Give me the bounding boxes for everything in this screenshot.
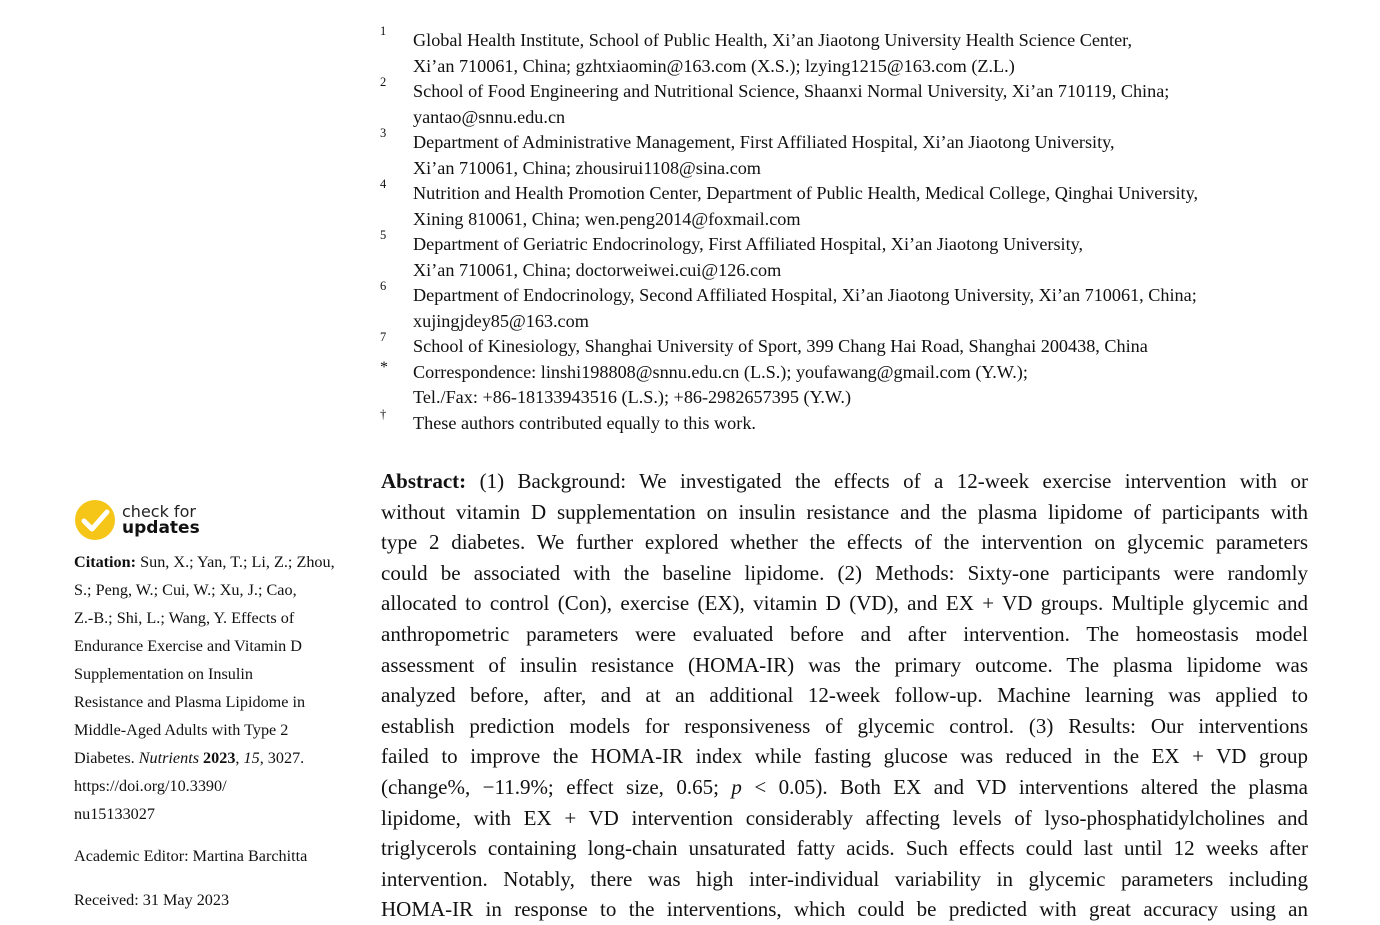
citation-line: Z.-B.; Shi, L.; Wang, Y. Effects of [74, 609, 295, 627]
check-for-updates-badge[interactable] [74, 498, 364, 542]
dagger-marker: † [380, 406, 387, 421]
affiliation-line: Department of Administrative Management, First Affiliated Hospital, Xi’an Jiaotong University, [413, 132, 1115, 152]
affiliation-line: Department of Geriatric Endocrinology, First Affiliated Hospital, Xi’an Jiaotong University, [413, 234, 1084, 254]
abstract-text: (change%, −11.9%; effect size, 0.65; [381, 774, 719, 799]
doi-link[interactable]: https://doi.org/10.3390/ [74, 777, 227, 795]
affiliation-3 [380, 126, 1320, 181]
affiliation-marker: 3 [380, 126, 387, 140]
affiliation-5 [380, 228, 1320, 283]
correspondence-line: Correspondence: linshi198808@snnu.edu.cn (L.S.); youfawang@gmail.com (Y.W.); [413, 361, 1028, 382]
abstract-text: < 0.05). Both EX and VD interventions altered the plasma [754, 774, 1309, 799]
abstract-line: intervention. Notably, there was high inter-individual variability in glycemic parameters including [381, 866, 1308, 891]
abstract-line: allocated to control (Con), exercise (EX), vitamin D (VD), and EX + VD groups. Multiple glycemic and [381, 591, 1308, 616]
affiliation-line: yantao@snnu.edu.cn [413, 106, 566, 127]
affiliation-line: Global Health Institute, School of Public Health, Xi’an Jiaotong University Health Science Center, [413, 30, 1133, 50]
badge-line-2: updates [122, 518, 200, 538]
citation-pages: , 3027. [259, 749, 305, 767]
affiliation-line: Xi’an 710061, China; zhousirui1108@sina.com [413, 157, 761, 178]
affiliations-list [380, 24, 1320, 436]
affiliation-marker: 6 [380, 279, 387, 293]
abstract-line: assessment of insulin resistance (HOMA-IR) was the primary outcome. The plasma lipidome was [381, 652, 1308, 677]
affiliation-marker: 1 [380, 24, 387, 38]
affiliation-7 [380, 330, 1320, 360]
received-value: 31 May 2023 [142, 891, 230, 909]
abstract-line: analyzed before, after, and at an additional 12-week follow-up. Machine learning was applied to [381, 683, 1308, 708]
check-badge-icon [74, 499, 116, 541]
citation-text: Diabetes. [74, 749, 135, 767]
citation-line: Resistance and Plasma Lipidome in [74, 693, 306, 711]
citation-block [74, 548, 364, 828]
abstract-line: type 2 diabetes. We further explored whether the effects of the intervention on glycemic parameters [381, 530, 1308, 555]
citation-text: Sun, X.; Yan, T.; Li, Z.; Zhou, [140, 553, 335, 571]
citation-line: Diabetes. Nutrients 2023, 15, 3027. [74, 749, 305, 767]
p-value-symbol: p [731, 774, 742, 799]
affiliation-line: School of Kinesiology, Shanghai University of Sport, 399 Chang Hai Road, Shanghai 200438, China [413, 336, 1148, 356]
journal-name: Nutrients [138, 749, 199, 767]
affiliation-4 [380, 177, 1320, 232]
abstract-line: failed to improve the HOMA-IR index while fasting glucose was reduced in the EX + VD group [381, 744, 1308, 769]
citation-line: Supplementation on Insulin [74, 665, 253, 683]
citation-line: Middle-Aged Adults with Type 2 [74, 721, 289, 739]
affiliation-marker: 5 [380, 228, 387, 242]
badge-line-1: check for [122, 502, 196, 521]
abstract-line: could be associated with the baseline lipidome. (2) Methods: Sixty-one participants were randomly [381, 560, 1308, 585]
affiliation-1 [380, 24, 1320, 79]
doi-link[interactable]: nu15133027 [74, 805, 155, 823]
citation-year: 2023 [203, 749, 236, 767]
correspondence-marker: * [380, 358, 388, 376]
equal-contribution-note [380, 406, 1320, 437]
received-line [74, 886, 364, 914]
affiliation-line: Nutrition and Health Promotion Center, Department of Public Health, Medical College, Qinghai University, [413, 183, 1199, 203]
abstract-line: triglycerols containing long-chain unsaturated fatty acids. Such effects could last until 12 weeks after [381, 836, 1308, 861]
citation-volume: 15 [243, 749, 260, 767]
editor-label: Academic Editor: [74, 847, 189, 865]
sidebar [74, 498, 364, 914]
abstract-line: HOMA-IR in response to the interventions, which could be predicted with great accuracy using an [381, 897, 1308, 922]
received-date [74, 886, 364, 914]
correspondence-line: Tel./Fax: +86-18133943516 (L.S.); +86-2982657395 (Y.W.) [413, 387, 852, 407]
academic-editor [74, 842, 364, 870]
affiliation-line: Xi’an 710061, China; doctorweiwei.cui@126.com [413, 259, 782, 280]
affiliation-2 [380, 75, 1320, 130]
affiliation-marker: 4 [380, 177, 387, 191]
abstract-label: Abstract: [381, 469, 467, 493]
citation-line: S.; Peng, W.; Cui, W.; Xu, J.; Cao, [74, 581, 297, 599]
abstract-text: (1) Background: We investigated the effects of a 12-week exercise intervention with or [479, 469, 1309, 493]
abstract-line [381, 772, 1308, 803]
correspondence [380, 360, 1320, 411]
affiliation-line: Xi’an 710061, China; gzhtxiaomin@163.com (X.S.); lzying1215@163.com (Z.L.) [413, 55, 1015, 76]
citation-label: Citation: [74, 553, 137, 571]
affiliation-line: Department of Endocrinology, Second Affiliated Hospital, Xi’an Jiaotong University, Xi’an 710061, China; [413, 285, 1197, 305]
abstract-line [381, 466, 1308, 497]
citation-line: Endurance Exercise and Vitamin D [74, 637, 302, 655]
abstract-line: anthropometric parameters were evaluated before and after intervention. The homeostasis model [381, 621, 1308, 646]
editor-line [74, 842, 364, 870]
received-label: Received: [74, 891, 139, 909]
abstract [381, 466, 1308, 925]
abstract-line: without vitamin D supplementation on insulin resistance and the plasma lipidome of participants with [381, 499, 1308, 524]
citation-line [74, 548, 364, 576]
affiliation-marker: 2 [380, 75, 387, 89]
badge-text [122, 503, 200, 537]
affiliation-line: xujingjdey85@163.com [413, 310, 589, 331]
abstract-line: establish prediction models for responsiveness of glycemic control. (3) Results: Our interventions [381, 713, 1308, 738]
affiliation-line: School of Food Engineering and Nutritional Science, Shaanxi Normal University, Xi’an 710119, China; [413, 81, 1170, 101]
editor-name: Martina Barchitta [192, 847, 308, 865]
affiliation-line: Xining 810061, China; wen.peng2014@foxmail.com [413, 208, 801, 229]
affiliation-6 [380, 279, 1320, 334]
equal-contribution-line: These authors contributed equally to this work. [413, 412, 756, 433]
affiliation-marker: 7 [380, 330, 387, 344]
abstract-line: lipidome, with EX + VD intervention considerably affecting levels of lyso-phosphatidylcholines and [381, 805, 1308, 830]
